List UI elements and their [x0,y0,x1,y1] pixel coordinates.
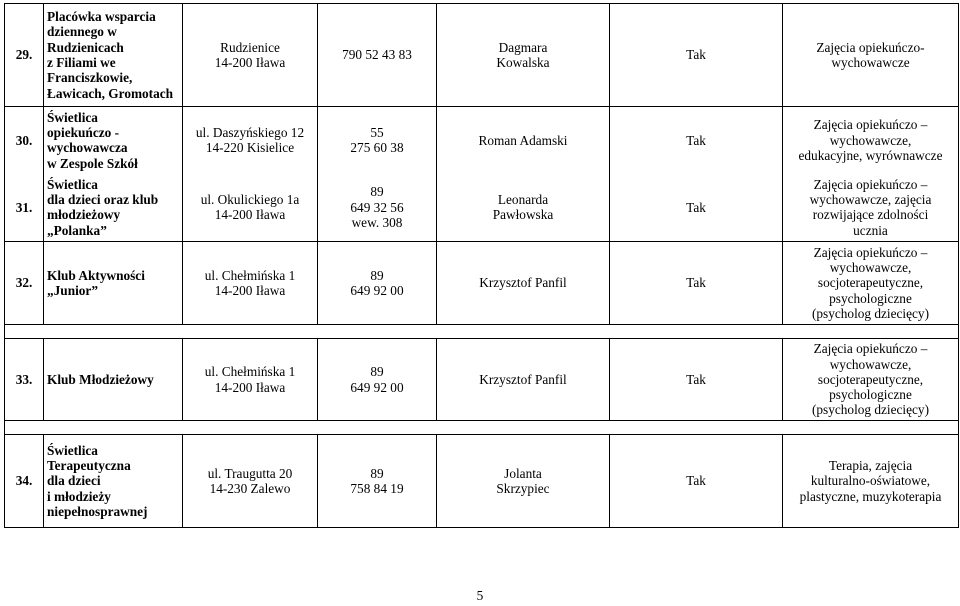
facility-phone: 55 275 60 38 [318,107,437,174]
row-number: 33. [5,339,44,421]
facility-phone: 89 649 92 00 [318,339,437,421]
contact-person: Krzysztof Panfil [437,339,610,421]
facility-phone: 89 649 32 56 wew. 308 [318,174,437,242]
facility-address: ul. Okulickiego 1a 14-200 Iława [183,174,318,242]
facility-address: Rudzienice 14-200 Iława [183,4,318,107]
facility-phone: 89 649 92 00 [318,242,437,325]
facility-phone: 790 52 43 83 [318,4,437,107]
facilities-table [4,3,959,528]
row-gap [5,325,959,339]
activities: Zajęcia opiekuńczo – wychowawcze, edukacyjne, wyrównawcze [783,107,959,174]
contact-person: Dagmara Kowalska [437,4,610,107]
availability-flag: Tak [610,174,783,242]
table-row [5,107,959,174]
activities: Zajęcia opiekuńczo – wychowawcze, socjoterapeutyczne, psychologiczne (psycholog dziecięcy) [783,242,959,325]
facility-name: Świetlica dla dzieci oraz klub młodzieżowy „Polanka” [44,174,183,242]
facility-phone: 89 758 84 19 [318,435,437,528]
contact-person: Jolanta Skrzypiec [437,435,610,528]
page-number: 5 [476,588,484,603]
table-row [5,435,959,528]
facility-name: Świetlica opiekuńczo - wychowawcza w Zespole Szkół [44,107,183,174]
facility-name: Świetlica Terapeutyczna dla dzieci i młodzieży niepełnosprawnej [44,435,183,528]
table-row [5,4,959,107]
contact-person: Leonarda Pawłowska [437,174,610,242]
row-number: 30. [5,107,44,174]
activities: Terapia, zajęcia kulturalno-oświatowe, plastyczne, muzykoterapia [783,435,959,528]
availability-flag: Tak [610,339,783,421]
table-row [5,242,959,325]
row-number: 32. [5,242,44,325]
contact-person: Krzysztof Panfil [437,242,610,325]
facility-address: ul. Daszyńskiego 12 14-220 Kisielice [183,107,318,174]
facility-address: ul. Chełmińska 1 14-200 Iława [183,242,318,325]
availability-flag: Tak [610,435,783,528]
facility-name: Klub Młodzieżowy [44,339,183,421]
availability-flag: Tak [610,4,783,107]
availability-flag: Tak [610,242,783,325]
row-number: 29. [5,4,44,107]
activities: Zajęcia opiekuńczo- wychowawcze [783,4,959,107]
facility-name: Klub Aktywności „Junior” [44,242,183,325]
table-row [5,339,959,421]
activities: Zajęcia opiekuńczo – wychowawcze, socjoterapeutyczne, psychologiczne (psycholog dziecięcy) [783,339,959,421]
facility-name: Placówka wsparcia dziennego w Rudzienicach z Filiami we Franciszkowie, Ławicach, Gromotach [44,4,183,107]
facility-address: ul. Traugutta 20 14-230 Zalewo [183,435,318,528]
availability-flag: Tak [610,107,783,174]
row-gap [5,421,959,435]
activities: Zajęcia opiekuńczo – wychowawcze, zajęcia rozwijające zdolności ucznia [783,174,959,242]
facility-address: ul. Chełmińska 1 14-200 Iława [183,339,318,421]
table-row [5,174,959,242]
row-number: 34. [5,435,44,528]
row-number: 31. [5,174,44,242]
contact-person: Roman Adamski [437,107,610,174]
